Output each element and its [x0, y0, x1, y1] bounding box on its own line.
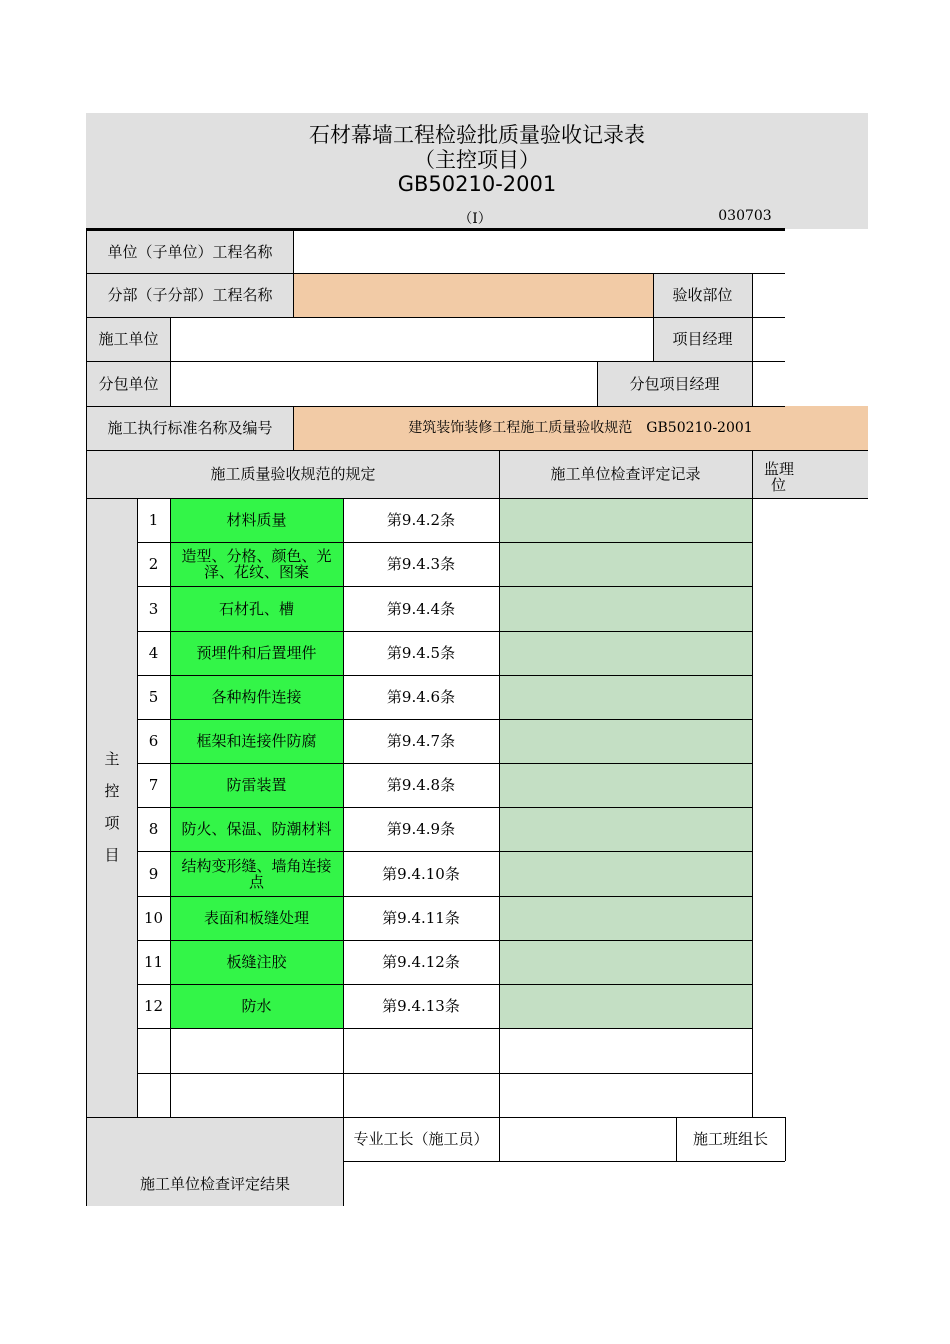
- team-leader-label: 施工班组长: [676, 1117, 785, 1161]
- spec-header: 施工质量验收规范的规定: [87, 450, 499, 498]
- grid-line-h: [137, 631, 752, 632]
- acceptance-part-label: 验收部位: [653, 273, 752, 317]
- item-name: 预埋件和后置埋件: [170, 631, 343, 675]
- item-name: 表面和板缝处理: [170, 896, 343, 940]
- project-manager-value[interactable]: [752, 317, 785, 361]
- empty-number: [137, 1073, 170, 1117]
- grid-line-h: [137, 586, 752, 587]
- item-number: 8: [137, 807, 170, 851]
- standard-label: 施工执行标准名称及编号: [87, 406, 293, 450]
- grid-line-h: [86, 1117, 785, 1118]
- sub-project-label: 分部（子分部）工程名称: [87, 273, 293, 317]
- acceptance-part-value[interactable]: [752, 273, 785, 317]
- subcontractor-label: 分包单位: [87, 361, 170, 406]
- item-name: 造型、分格、颜色、光泽、花纹、图案: [170, 542, 343, 586]
- record-header: 施工单位检查评定记录: [499, 450, 752, 498]
- item-name: 板缝注胶: [170, 940, 343, 984]
- grid-line-h: [137, 984, 752, 985]
- form-standard: GB50210-2001: [397, 172, 557, 196]
- grid-line-h: [137, 1073, 752, 1074]
- grid-line-v: [293, 406, 294, 450]
- grid-line-v: [499, 450, 500, 1117]
- grid-line-h: [86, 317, 785, 318]
- item-record[interactable]: [499, 896, 752, 940]
- grid-line-h: [86, 450, 868, 451]
- item-record[interactable]: [499, 807, 752, 851]
- group-char: 主: [104, 750, 120, 768]
- grid-line-v: [676, 1117, 677, 1161]
- item-clause: 第9.4.2条: [343, 498, 499, 542]
- item-record[interactable]: [499, 763, 752, 807]
- foreman-value[interactable]: [499, 1117, 676, 1161]
- group-char: 目: [104, 846, 120, 864]
- item-name: 防火、保温、防潮材料: [170, 807, 343, 851]
- grid-line-h: [86, 228, 785, 231]
- item-number: 11: [137, 940, 170, 984]
- item-record[interactable]: [499, 675, 752, 719]
- supervisor-header-line-2: 位: [771, 476, 787, 494]
- grid-line-h: [137, 763, 752, 764]
- grid-line-v: [86, 228, 87, 1206]
- grid-line-h: [137, 851, 752, 852]
- grid-line-h: [137, 807, 752, 808]
- form-code: 030703: [718, 208, 772, 224]
- empty-record[interactable]: [499, 1028, 752, 1073]
- item-record[interactable]: [499, 498, 752, 542]
- unit-project-label: 单位（子单位）工程名称: [87, 230, 293, 273]
- item-number: 7: [137, 763, 170, 807]
- empty-name: [170, 1073, 343, 1117]
- supervisor-header: [752, 450, 868, 498]
- footer-left-block: [87, 1117, 343, 1161]
- empty-clause: [343, 1028, 499, 1073]
- form-title: 石材幕墙工程检验批质量验收记录表: [309, 123, 645, 147]
- grid-line-v: [752, 273, 753, 406]
- grid-line-v: [499, 1117, 500, 1161]
- item-name: 结构变形缝、墙角连接点: [170, 851, 343, 896]
- grid-line-h: [86, 498, 868, 499]
- grid-line-v: [597, 361, 598, 406]
- item-name: 防雷装置: [170, 763, 343, 807]
- grid-line-v: [785, 1117, 786, 1161]
- empty-number: [137, 1028, 170, 1073]
- item-clause: 第9.4.3条: [343, 542, 499, 586]
- form-section: （Ⅰ）: [458, 211, 492, 227]
- form-subtitle: （主控项目）: [414, 148, 540, 172]
- group-char: 项: [104, 814, 120, 832]
- project-manager-label: 项目经理: [653, 317, 752, 361]
- sub-project-manager-label: 分包项目经理: [597, 361, 752, 406]
- grid-line-h: [86, 406, 785, 407]
- item-number: 6: [137, 719, 170, 763]
- grid-line-h: [137, 896, 752, 897]
- grid-line-v: [343, 498, 344, 1206]
- item-number: 3: [137, 586, 170, 631]
- sub-project-value[interactable]: [293, 273, 653, 317]
- grid-line-h: [86, 273, 785, 274]
- item-clause: 第9.4.12条: [343, 940, 499, 984]
- item-number: 9: [137, 851, 170, 896]
- foreman-label: 专业工长（施工员）: [343, 1117, 499, 1161]
- empty-record[interactable]: [499, 1073, 752, 1117]
- item-name: 石材孔、槽: [170, 586, 343, 631]
- item-clause: 第9.4.7条: [343, 719, 499, 763]
- item-record[interactable]: [499, 851, 752, 896]
- constructor-value[interactable]: [170, 317, 653, 361]
- item-record[interactable]: [499, 542, 752, 586]
- item-clause: 第9.4.11条: [343, 896, 499, 940]
- item-clause: 第9.4.8条: [343, 763, 499, 807]
- item-number: 12: [137, 984, 170, 1028]
- empty-name: [170, 1028, 343, 1073]
- item-name: 各种构件连接: [170, 675, 343, 719]
- result-label: 施工单位检查评定结果: [87, 1161, 343, 1206]
- main-control-label: [87, 748, 137, 876]
- item-number: 5: [137, 675, 170, 719]
- grid-line-h: [137, 675, 752, 676]
- grid-line-v: [170, 317, 171, 406]
- grid-line-v: [170, 498, 171, 1117]
- item-number: 1: [137, 498, 170, 542]
- grid-line-h: [343, 1161, 785, 1162]
- item-clause: 第9.4.9条: [343, 807, 499, 851]
- item-record[interactable]: [499, 984, 752, 1028]
- item-name: 材料质量: [170, 498, 343, 542]
- grid-line-v: [653, 273, 654, 361]
- item-number: 2: [137, 542, 170, 586]
- grid-line-v: [137, 498, 138, 1117]
- grid-line-v: [293, 228, 294, 317]
- item-number: 4: [137, 631, 170, 675]
- item-record[interactable]: [499, 719, 752, 763]
- grid-line-h: [137, 940, 752, 941]
- grid-line-h: [86, 361, 785, 362]
- item-clause: 第9.4.6条: [343, 675, 499, 719]
- item-record[interactable]: [499, 586, 752, 631]
- standard-value: 建筑装饰装修工程施工质量验收规范 GB50210-2001: [293, 406, 868, 450]
- item-name: 框架和连接件防腐: [170, 719, 343, 763]
- item-clause: 第9.4.13条: [343, 984, 499, 1028]
- item-clause: 第9.4.10条: [343, 851, 499, 896]
- grid-line-h: [137, 1028, 752, 1029]
- subcontractor-value[interactable]: [170, 361, 597, 406]
- constructor-label: 施工单位: [87, 317, 170, 361]
- grid-line-v: [752, 450, 753, 1117]
- item-number: 10: [137, 896, 170, 940]
- item-clause: 第9.4.5条: [343, 631, 499, 675]
- item-record[interactable]: [499, 940, 752, 984]
- empty-clause: [343, 1073, 499, 1117]
- supervisor-header-line-1: 监理: [764, 460, 795, 478]
- sub-project-manager-value[interactable]: [752, 361, 785, 406]
- item-clause: 第9.4.4条: [343, 586, 499, 631]
- unit-project-value[interactable]: [293, 230, 785, 273]
- grid-line-h: [137, 719, 752, 720]
- item-record[interactable]: [499, 631, 752, 675]
- grid-line-h: [137, 542, 752, 543]
- item-name: 防水: [170, 984, 343, 1028]
- group-char: 控: [104, 782, 120, 800]
